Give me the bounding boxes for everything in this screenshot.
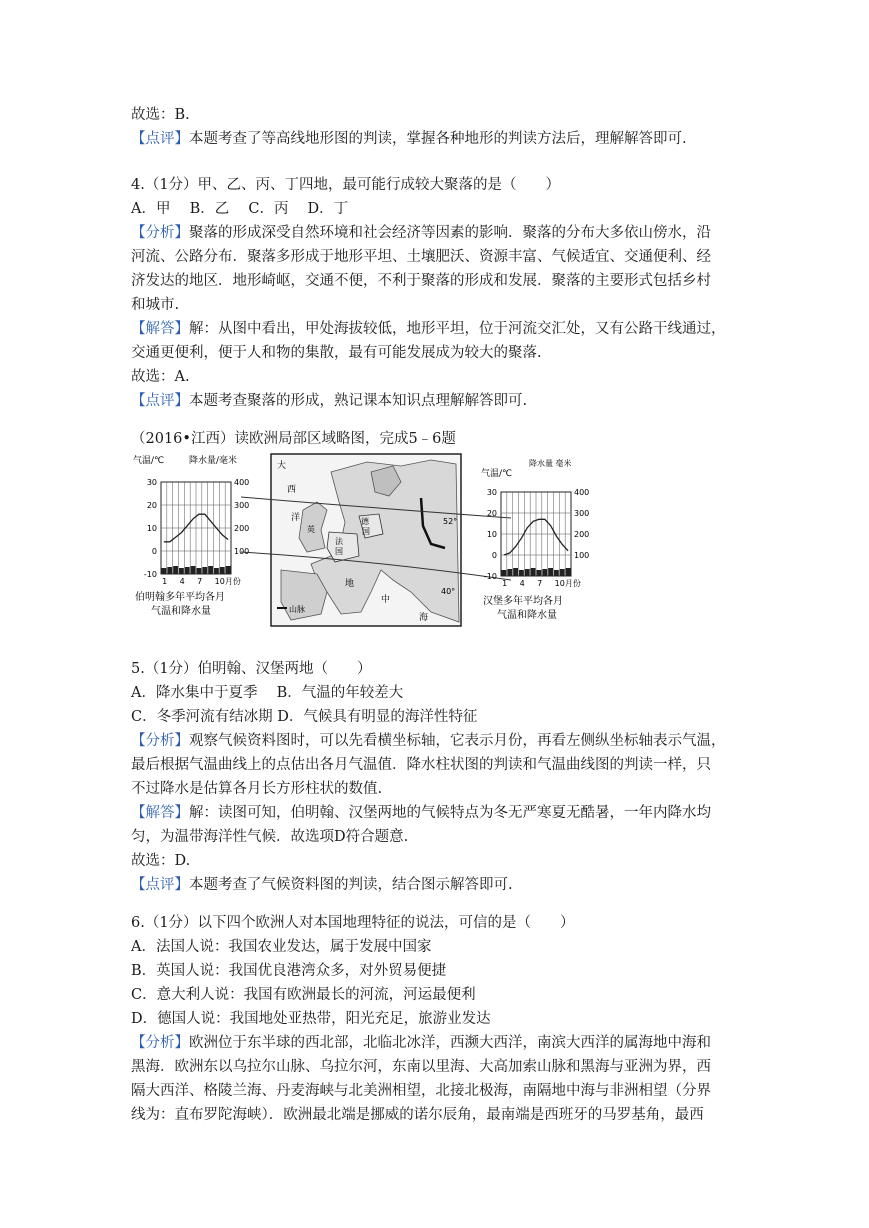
precip-bar	[173, 566, 178, 574]
map-label-10: 中	[381, 595, 391, 605]
text-line	[131, 730, 726, 753]
precip-bar	[548, 568, 553, 576]
text-line	[131, 1104, 704, 1127]
month-tick: 4	[519, 579, 525, 588]
text-line	[131, 128, 687, 151]
month-tick: 1	[502, 579, 508, 588]
left-precip-label: 降水量/毫米	[189, 456, 238, 466]
left-caption-1: 伯明翰多年平均各月	[135, 592, 225, 603]
precip-bar	[537, 570, 542, 576]
line-text: （2016•江西）读欧洲局部区域略图，完成5﹣6题	[131, 431, 456, 447]
line-text: 和城市.	[131, 297, 180, 313]
line-text: 线为：直布罗陀海峡）．欧洲最北端是挪威的诺尔辰角，最南端是西班牙的马罗基角，最西	[131, 1107, 704, 1123]
line-text: 黑海．欧洲东以乌拉尔山脉、乌拉尔河，东南以里海、大高加索山脉和黑海与亚洲为界，西	[131, 1059, 711, 1075]
precip-bar	[220, 567, 225, 574]
line-text: 欧洲位于东半球的西北部，北临北冰洋，西濒大西洋，南滨大西洋的属海地中海和	[189, 1035, 711, 1051]
line-text: 济发达的地区．地形崎岖，交通不便，不利于聚落的形成和发展．聚落的主要形式包括乡村	[131, 273, 711, 289]
precip-bar	[525, 569, 530, 576]
text-line	[131, 1032, 711, 1055]
text-line	[131, 174, 560, 197]
precip-bar	[162, 568, 167, 574]
text-line	[131, 960, 446, 983]
text-line	[131, 270, 711, 293]
right-caption-2: 气温和降水量	[497, 610, 557, 621]
line-text: 6.（1分）以下四个欧洲人对本国地理特征的说法，可信的是（ ）	[131, 915, 575, 931]
map-legend: 山脉	[289, 605, 305, 614]
text-line	[131, 1008, 491, 1031]
month-tick: 7	[197, 577, 203, 586]
precip-bar	[502, 570, 507, 576]
line-text: C．冬季河流有结冰期 D．气候具有明显的海洋性特征	[131, 709, 478, 725]
temp-tick: 30	[486, 488, 497, 497]
month-tick: 10月份	[214, 577, 241, 586]
europe-climate-figure	[131, 452, 601, 645]
month-tick: 1	[162, 577, 168, 586]
right-temp-label: 气温/℃	[481, 469, 513, 479]
precip-tick: 300	[234, 501, 250, 510]
map-label-3: 洋	[291, 513, 301, 523]
map-label-9: 地	[345, 579, 355, 589]
precip-bar	[542, 569, 547, 576]
temp-tick: -10	[483, 572, 497, 581]
line-text: A．法国人说：我国农业发达，属于发展中国家	[131, 939, 432, 955]
month-tick: 10月份	[554, 579, 581, 588]
line-text: 聚落的形成深受自然环境和社会经济等因素的影响．聚落的分布大多依山傍水，沿	[189, 225, 711, 241]
text-line	[131, 754, 711, 777]
line-text: 观察气候资料图时，可以先看横坐标轴，它表示月份，再看左侧纵坐标轴表示气温，	[189, 733, 726, 749]
text-line	[131, 1080, 711, 1103]
map-label-2: 西	[287, 485, 297, 495]
map-label-7: 国	[335, 547, 343, 556]
europe-map	[241, 454, 511, 626]
text-line	[131, 1056, 711, 1079]
precip-bar	[179, 568, 184, 574]
temp-tick: 20	[486, 509, 497, 518]
line-text: 河流、公路分布．聚落多形成于地形平坦、土壤肥沃、资源丰富、气候适宜、交通便利、经	[131, 249, 711, 265]
hamburg-climate-chart	[481, 458, 589, 621]
precip-bar	[566, 568, 571, 576]
precip-bar	[185, 567, 190, 574]
line-text: 隔大西洋、格陵兰海、丹麦海峡与北美洲相望，北接北极海，南隔地中海与非洲相望（分界	[131, 1083, 711, 1099]
text-line	[131, 246, 711, 269]
precip-bar	[513, 568, 518, 576]
text-line	[131, 104, 190, 127]
text-line	[131, 366, 190, 389]
text-line	[131, 222, 711, 245]
text-line	[131, 318, 726, 341]
precip-bar	[202, 567, 207, 574]
precip-tick: 100	[234, 547, 250, 556]
text-line	[131, 342, 542, 365]
precip-bar	[197, 568, 202, 574]
temp-tick: 10	[146, 524, 157, 533]
birmingham-climate-chart	[133, 454, 249, 617]
map-label-4: 德	[361, 517, 369, 526]
precip-bar	[226, 566, 231, 574]
line-text: 本题考查了气候资料图的判读，结合图示解答即可.	[189, 877, 513, 893]
text-line	[131, 802, 711, 825]
section-tag: 【点评】	[131, 131, 189, 147]
map-label-1: 大	[277, 461, 287, 471]
line-text: D．德国人说：我国地处亚热带，阳光充足，旅游业发达	[131, 1011, 491, 1027]
text-line	[131, 390, 527, 413]
line-text: 故选：D.	[131, 853, 191, 869]
text-line	[131, 706, 477, 729]
precip-bar	[208, 566, 213, 574]
section-tag: 【解答】	[131, 805, 189, 821]
section-tag: 【分析】	[131, 733, 189, 749]
map-label-8: 英	[307, 525, 315, 534]
line-text: 故选：A.	[131, 369, 190, 385]
line-text: 故选：B.	[131, 107, 190, 123]
lat-label: 52°	[443, 517, 458, 526]
text-line	[131, 778, 382, 801]
temp-tick: 30	[146, 478, 157, 487]
precip-bar	[560, 569, 565, 576]
precip-tick: 300	[574, 509, 590, 518]
precip-bar	[531, 568, 536, 576]
map-label-11: 海	[419, 613, 429, 623]
text-line	[131, 658, 372, 681]
right-caption-1: 汉堡多年平均各月	[483, 596, 563, 607]
left-caption-2: 气温和降水量	[151, 606, 211, 617]
line-text: 4.（1分）甲、乙、丙、丁四地，最可能行成较大聚落的是（ ）	[131, 177, 561, 193]
text-line	[131, 912, 575, 935]
lat-label-2: 40°	[441, 587, 456, 596]
precip-bar	[519, 570, 524, 576]
text-line	[131, 294, 179, 317]
line-text: 最后根据气温曲线上的点估出各月气温值．降水柱状图的判读和气温曲线图的判读一样，只	[131, 757, 711, 773]
line-text: B．英国人说：我国优良港湾众多，对外贸易便捷	[131, 963, 447, 979]
line-text: 本题考查聚落的形成，熟记课本知识点理解解答即可.	[189, 393, 528, 409]
map-label-5: 国	[362, 527, 370, 536]
text-line	[131, 826, 408, 849]
text-line	[131, 682, 403, 705]
precip-tick: 200	[234, 524, 250, 533]
precip-tick: 100	[574, 551, 590, 560]
temp-tick: 10	[486, 530, 497, 539]
precip-tick: 200	[574, 530, 590, 539]
precip-bar	[167, 567, 172, 574]
temp-tick: 0	[151, 547, 157, 556]
temp-tick: 0	[491, 551, 497, 560]
section-tag: 【分析】	[131, 225, 189, 241]
line-text: C．意大利人说：我国有欧洲最长的河流，河运最便利	[131, 987, 476, 1003]
text-line	[131, 850, 190, 873]
text-line	[131, 198, 348, 221]
text-line	[131, 428, 456, 451]
precip-bar	[191, 566, 196, 574]
text-line	[131, 936, 431, 959]
line-text: 5.（1分）伯明翰、汉堡两地（ ）	[131, 661, 372, 677]
precip-bar	[507, 569, 512, 576]
line-text: 解：从图中看出，甲处海拔较低，地形平坦，位于河流交汇处，又有公路干线通过，	[189, 321, 726, 337]
line-text: 本题考查了等高线地形图的判读，掌握各种地形的判读方法后，理解解答即可.	[189, 131, 687, 147]
precip-bar	[214, 568, 219, 574]
line-text: 交通更便利，便于人和物的集散，最有可能发展成为较大的聚落.	[131, 345, 542, 361]
section-tag: 【点评】	[131, 877, 189, 893]
section-tag: 【点评】	[131, 393, 189, 409]
left-temp-label: 气温/℃	[133, 456, 165, 466]
precip-bar	[554, 570, 559, 576]
section-tag: 【分析】	[131, 1035, 189, 1051]
month-tick: 7	[537, 579, 543, 588]
line-text: 不过降水是估算各月长方形柱状的数值.	[131, 781, 383, 797]
line-text: 解：读图可知，伯明翰、汉堡两地的气候特点为冬无严寒夏无酷暑，一年内降水均	[189, 805, 711, 821]
section-tag: 【解答】	[131, 321, 189, 337]
text-line	[131, 874, 513, 897]
month-tick: 4	[179, 577, 185, 586]
right-precip-label: 降水量 毫米	[529, 459, 572, 468]
line-text: A．降水集中于夏季 B．气温的年较差大	[131, 685, 404, 701]
temp-tick: 20	[146, 501, 157, 510]
precip-tick: 400	[574, 488, 590, 497]
temp-tick: -10	[143, 570, 157, 579]
line-text: A．甲 B．乙 C．丙 D．丁	[131, 201, 349, 217]
precip-tick: 400	[234, 478, 250, 487]
map-label-6: 法	[335, 537, 343, 546]
text-line	[131, 984, 476, 1007]
line-text: 匀，为温带海洋性气候．故选项D符合题意.	[131, 829, 409, 845]
